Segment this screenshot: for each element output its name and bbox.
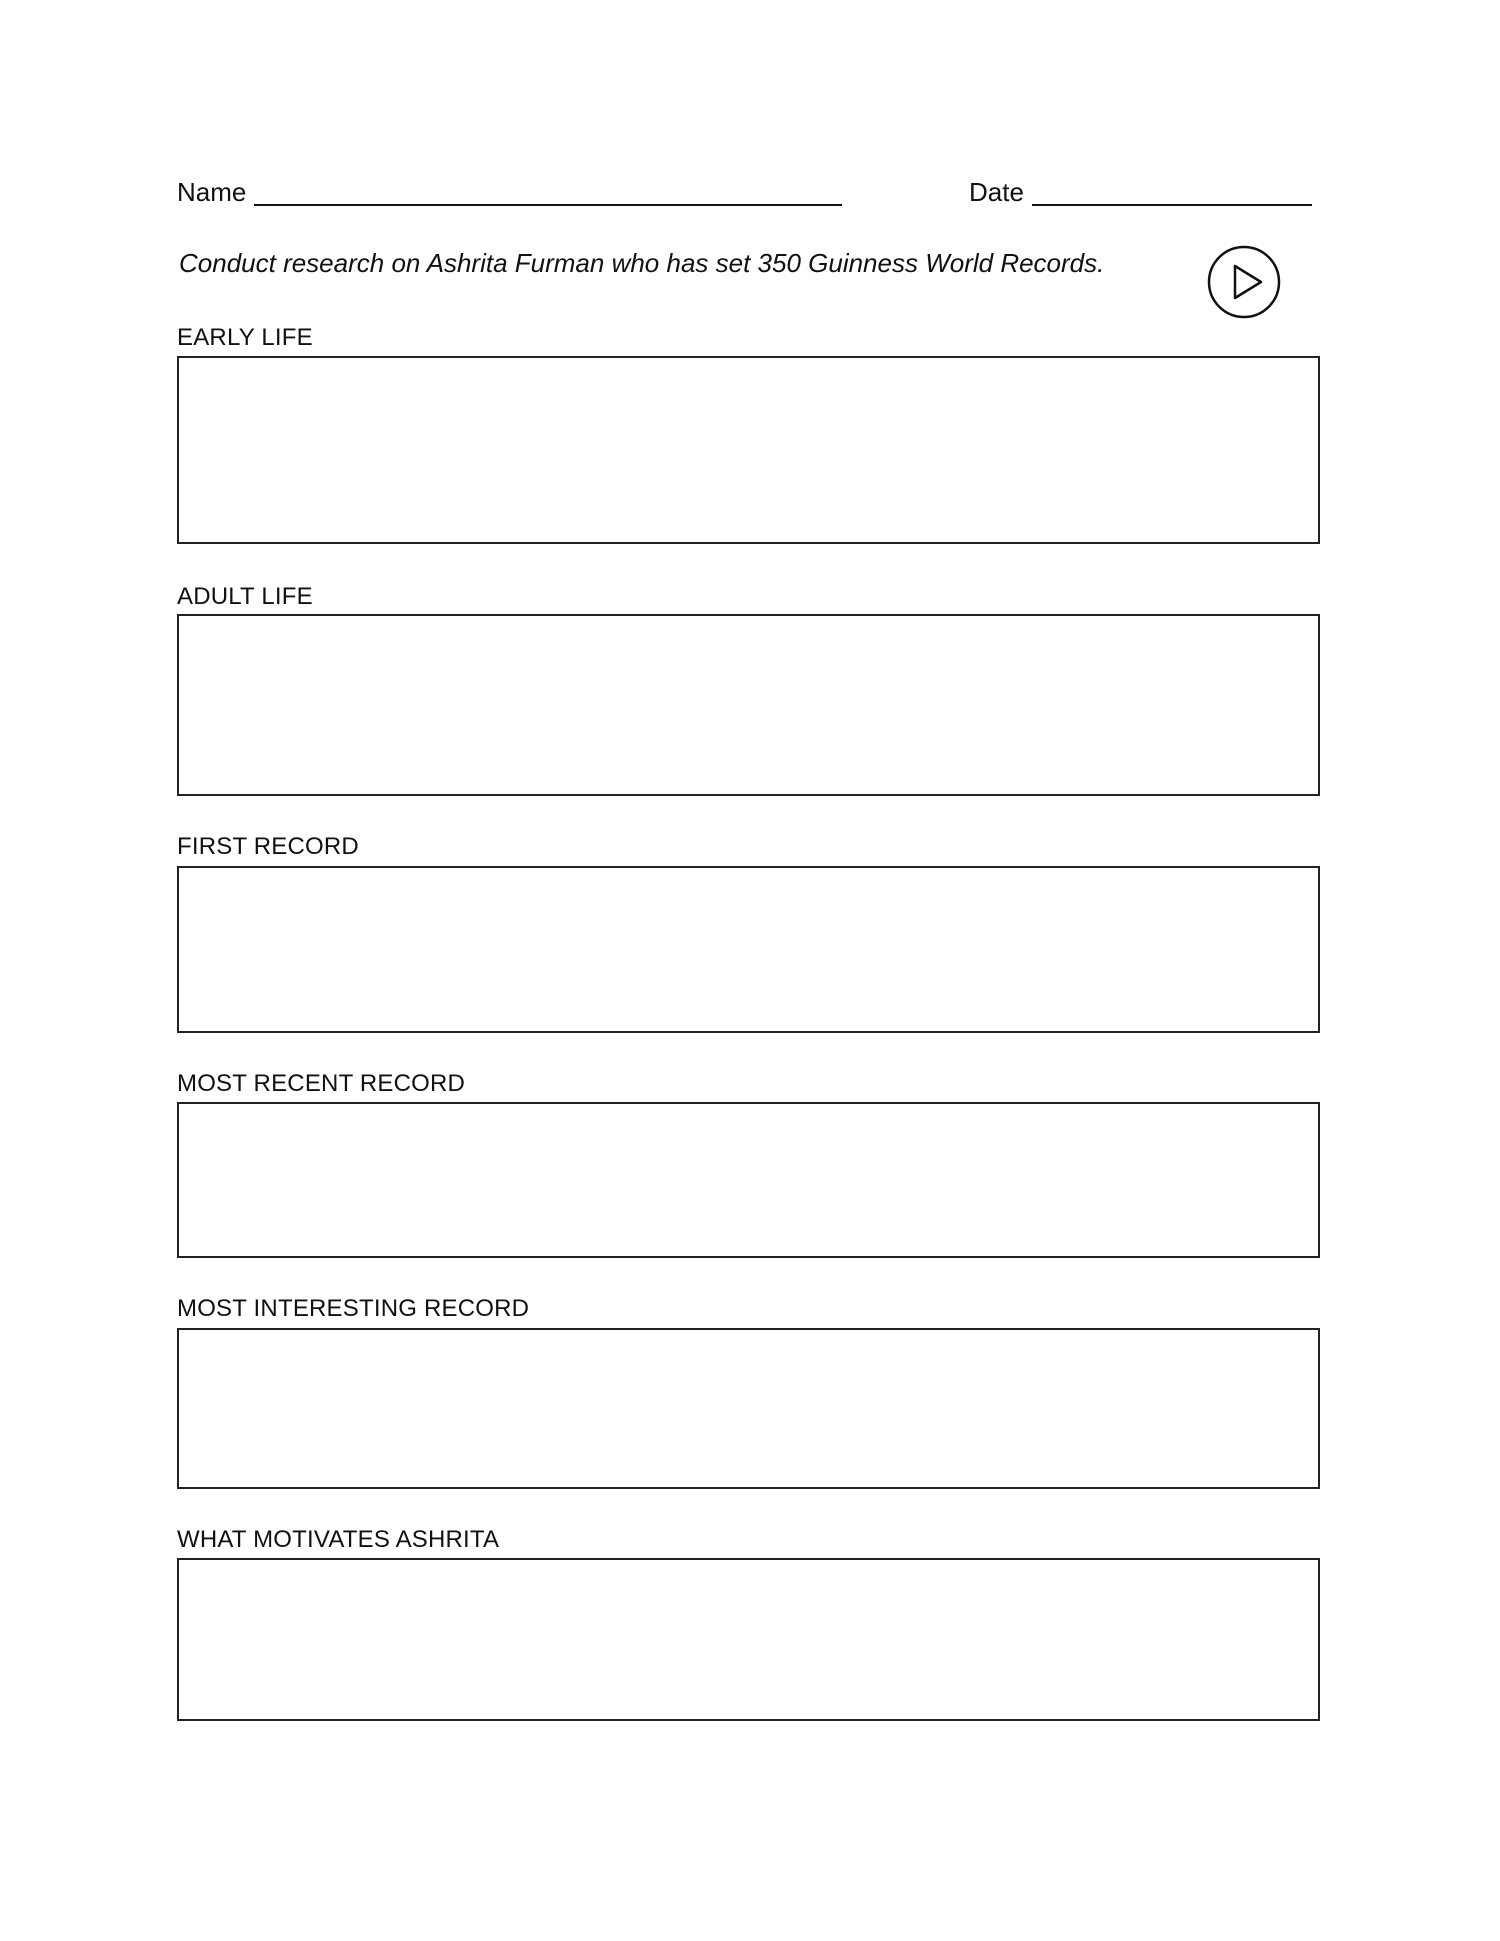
play-button[interactable] bbox=[1206, 244, 1282, 320]
answer-box-first-record[interactable] bbox=[177, 866, 1320, 1033]
section-label-what-motivates-ashrita: WHAT MOTIVATES ASHRITA bbox=[177, 1526, 500, 1553]
section-label-early-life: EARLY LIFE bbox=[177, 324, 313, 351]
answer-box-most-recent-record[interactable] bbox=[177, 1102, 1320, 1258]
answer-box-early-life[interactable] bbox=[177, 356, 1320, 544]
section-label-most-interesting-record: MOST INTERESTING RECORD bbox=[177, 1295, 530, 1322]
date-label: Date bbox=[969, 177, 1024, 207]
play-circle-icon bbox=[1206, 244, 1282, 320]
instructions-text: Conduct research on Ashrita Furman who has set 350 Guinness World Records. bbox=[179, 248, 1105, 278]
date-field[interactable] bbox=[1032, 204, 1312, 206]
answer-box-what-motivates-ashrita[interactable] bbox=[177, 1558, 1320, 1721]
name-field[interactable] bbox=[254, 204, 842, 206]
section-label-most-recent-record: MOST RECENT RECORD bbox=[177, 1070, 466, 1097]
name-label: Name bbox=[177, 177, 247, 207]
section-label-adult-life: ADULT LIFE bbox=[177, 583, 313, 610]
answer-box-most-interesting-record[interactable] bbox=[177, 1328, 1320, 1489]
answer-box-adult-life[interactable] bbox=[177, 614, 1320, 796]
section-label-first-record: FIRST RECORD bbox=[177, 833, 359, 860]
